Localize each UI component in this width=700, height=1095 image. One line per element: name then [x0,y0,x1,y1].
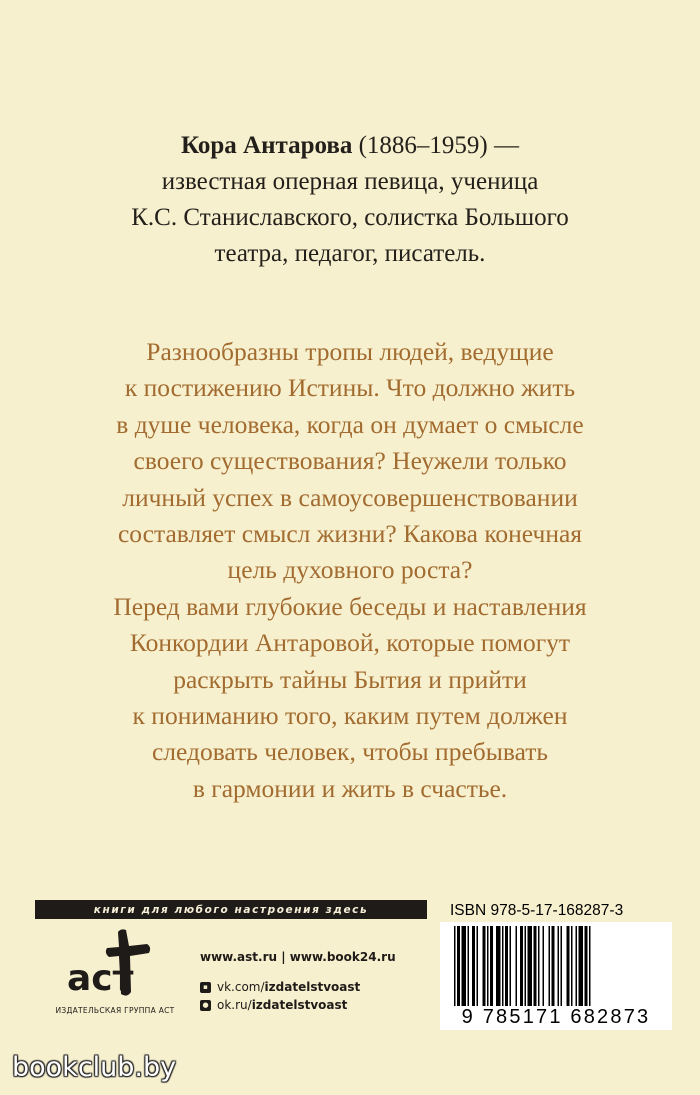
book-description [40,334,660,807]
author-bio [60,128,640,272]
description-line: следовать человек, чтобы пребывать [151,737,549,767]
author-bio-line-1 [60,128,640,164]
author-name: Кора Антарова [180,132,353,159]
odnoklassniki-icon: ● [200,1000,211,1011]
description-line: раскрыть тайны Бытия и прийти [173,664,527,694]
ast-logo-icon [63,926,163,1004]
author-dates: (1886–1959) — [358,132,520,159]
isbn-number: ISBN 978-5-17-168287-3 [450,902,624,919]
description-line: Перед вами глубокие беседы и наставления [113,591,587,621]
logo-text: аст [67,958,134,999]
description-line: своего существования? Неужели только [133,446,567,476]
publisher-links [200,950,396,1014]
description-line: цель духовного роста? [227,555,473,585]
barcode [440,922,672,1030]
author-bio-line: театра, педагог, писатель. [214,240,486,267]
ok-handle: izdatelstvoast [251,998,348,1012]
vk-prefix: vk.com/ [217,980,265,994]
author-bio-line: К.С. Станиславского, солистка Большого [131,204,569,231]
description-line: в гармонии и жить в счастье. [192,773,508,803]
description-line: составляет смысл жизни? Какова конечная [117,519,583,549]
ok-prefix: ok.ru/ [217,998,252,1012]
vk-handle: izdatelstvoast [264,980,361,994]
watermark: bookclub.by [12,1052,177,1083]
vk-icon: ▪ [200,982,211,993]
author-bio-line: известная оперная певица, ученица [161,168,539,195]
description-line: Конкордии Антаровой, которые помогут [129,628,571,658]
description-line: личный успех в самоусовершенствовании [122,482,578,512]
description-line: Разнообразны тропы людей, ведущие [146,337,554,366]
ok-link[interactable] [200,996,396,1014]
publisher-tagline: книги для любого настроения здесь [35,900,427,919]
logo-caption: ИЗДАТЕЛЬСКАЯ ГРУППА АСТ [55,1006,175,1015]
description-line: к пониманию того, каким путем должен [132,701,568,731]
website-links[interactable]: www.ast.ru | www.book24.ru [200,950,396,964]
publisher-logo [35,926,195,1026]
description-line: в душе человека, когда он думает о смысле [116,409,584,439]
vk-link[interactable] [200,978,396,996]
barcode-bars-icon [454,926,660,1008]
barcode-digits: 9 785171 682873 [440,1006,672,1029]
description-line: к постижению Истины. Что должно жить [124,373,576,403]
